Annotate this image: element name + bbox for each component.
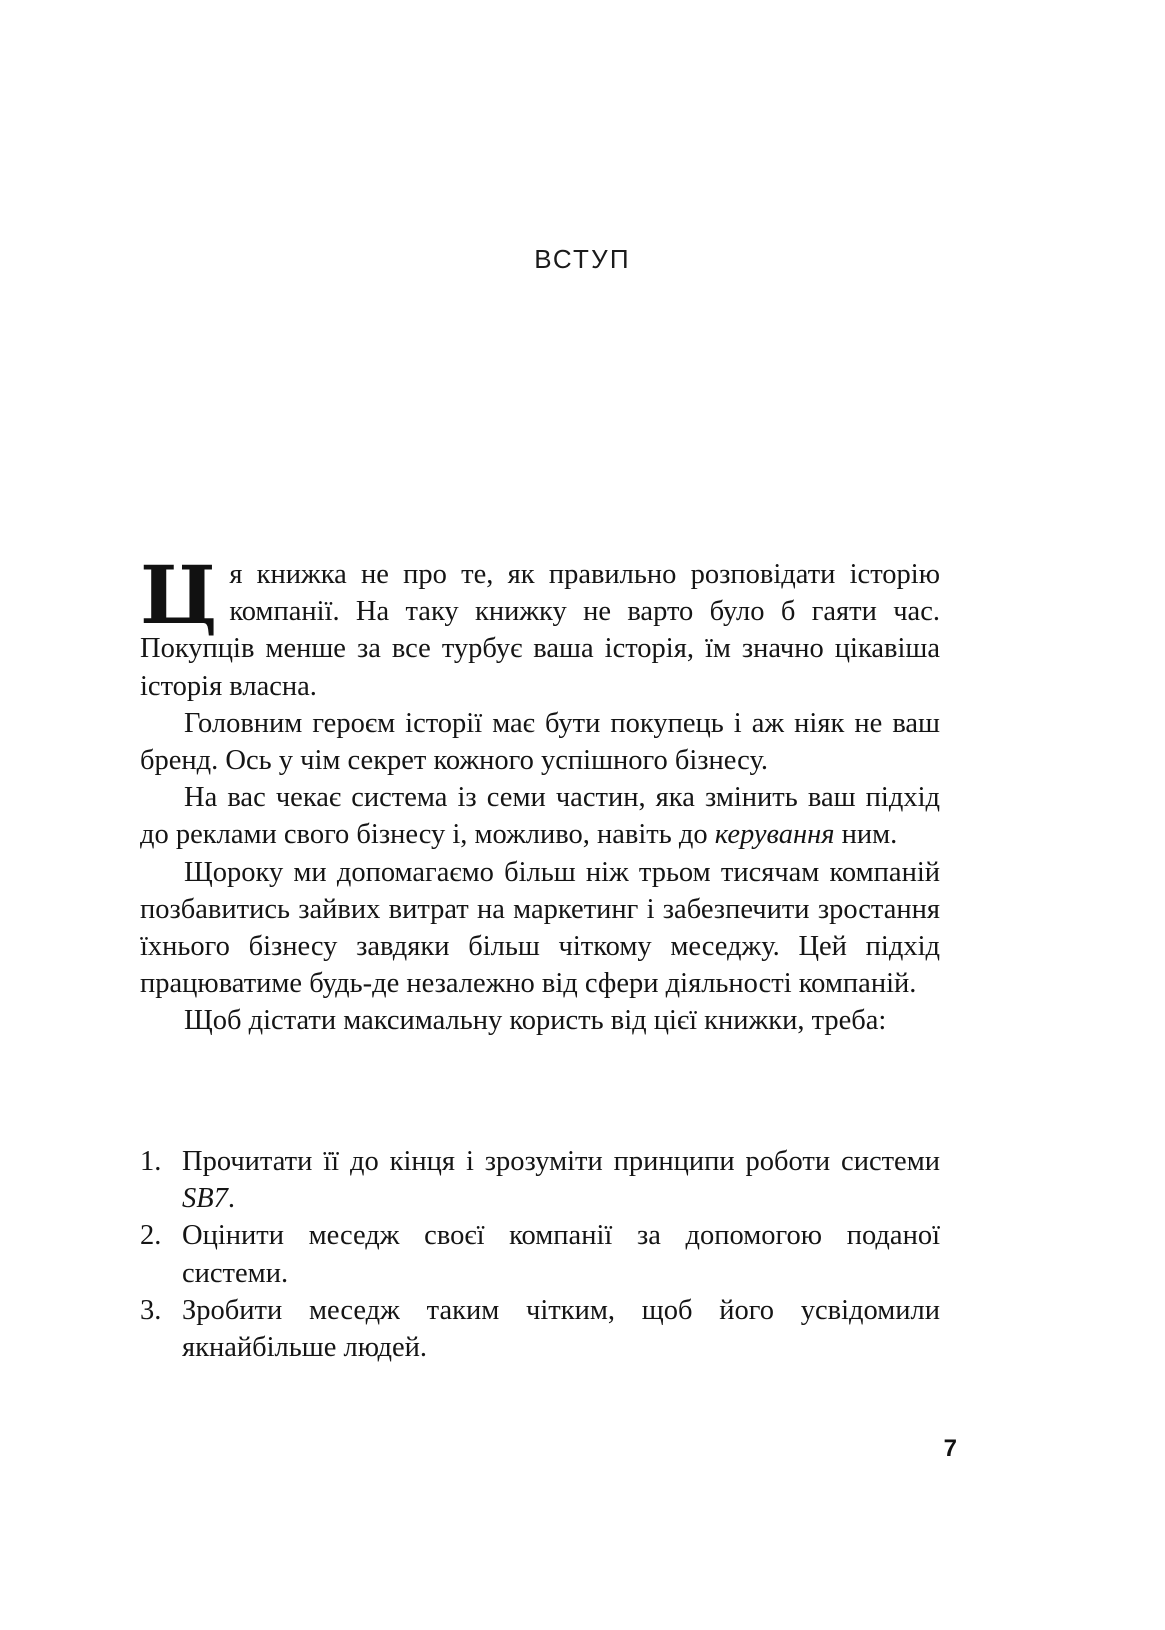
chapter-heading: ВСТУП [534, 244, 631, 274]
numbered-steps-list [140, 1143, 940, 1366]
paragraph-4 [140, 854, 940, 1003]
paragraph-1 [140, 548, 940, 705]
page-number: 7 [943, 1435, 957, 1462]
list-item-1-italic-term: SB7 [182, 1183, 228, 1215]
paragraph-5-text: Щоб дістати максимальну користь від цієї книжки, треба: [184, 1005, 887, 1037]
list-item [140, 1292, 940, 1366]
list-item-1-text-after-italic: . [227, 1183, 236, 1215]
list-item-number: 3. [140, 1294, 162, 1326]
list-item-number: 1. [140, 1146, 162, 1177]
paragraph-2 [140, 705, 940, 779]
list-item-1-text-before-italic: Прочитати її до кінця і зрозуміти принципи роботи системи [182, 1146, 940, 1177]
list-item-number: 2. [140, 1220, 162, 1252]
paragraph-5 [140, 1002, 940, 1039]
paragraph-3-text-before-italic: На вас чекає система із семи частин, яка змінить ваш підхід до реклами свого бізнесу і, можливо, навіть до [140, 782, 940, 851]
paragraph-3 [140, 779, 940, 853]
list-item-text: Оцінити меседж своєї компанії за допомогою поданої системи. [182, 1220, 940, 1289]
paragraph-4-text: Щороку ми допомагаємо більш ніж трьом тисячам компаній позбавитись зайвих витрат на маркетинг і забезпечити зростання їхнього бізнесу завдяки більш чіткому меседжу. Цей підхід працюватиме будь-де незалежно від сфери діяльності компаній. [140, 856, 940, 1000]
paragraph-3-text-after-italic: ним. [834, 819, 898, 851]
list-item-text [182, 1143, 940, 1217]
list-item [140, 1143, 940, 1217]
list-item [140, 1217, 940, 1291]
body-text-column [140, 548, 940, 1040]
paragraph-3-italic-term: керування [714, 819, 835, 851]
drop-cap-letter: Ц [140, 548, 218, 642]
paragraph-2-text: Головним героєм історії має бути покупець і аж ніяк не ваш бренд. Ось у чім секрет кожного успішного бізнесу. [140, 707, 940, 777]
list-item-text: Зробити меседж таким чітким, щоб його усвідомили якнайбільше людей. [182, 1294, 940, 1364]
paragraph-1-text: я книжка не про те, як правильно розповідати історію компанії. На таку книжку не варто було б гаяти час. Покупців менше за все турбує ваша історія, їм значно цікавіша історія власна. [140, 559, 940, 702]
